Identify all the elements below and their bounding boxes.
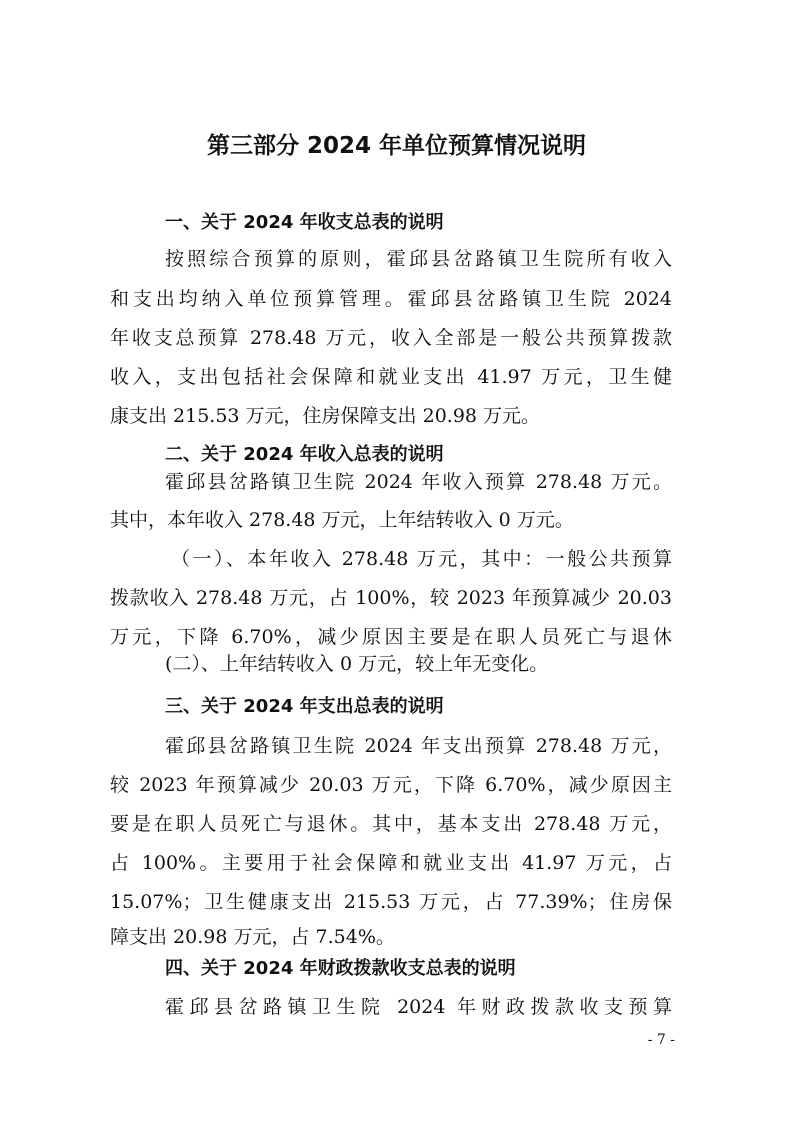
section-heading-2: 二、关于 2024 年收入总表的说明 xyxy=(165,444,444,465)
body-line: （一）、本年收入 278.48 万元，其中：一般公共预算 xyxy=(171,548,672,570)
body-line: 占 100%。主要用于社会保障和就业支出 41.97 万元，占 xyxy=(110,852,672,874)
body-line: 霍邱县岔路镇卫生院 2024 年财政拨款收支预算 xyxy=(165,996,672,1018)
section-heading-4: 四、关于 2024 年财政拨款收支总表的说明 xyxy=(165,958,516,979)
body-line: 拨款收入 278.48 万元，占 100%，较 2023 年预算减少 20.03 xyxy=(110,587,672,609)
section-heading-1: 一、关于 2024 年收支总表的说明 xyxy=(165,212,444,233)
body-line: 15.07%；卫生健康支出 215.53 万元，占 77.39%；住房保 xyxy=(110,891,672,913)
page-title: 第三部分 2024 年单位预算情况说明 xyxy=(206,133,587,159)
body-line: 较 2023 年预算减少 20.03 万元，下降 6.70%，减少原因主 xyxy=(110,774,672,796)
body-line: 和支出均纳入单位预算管理。霍邱县岔路镇卫生院 2024 xyxy=(110,288,672,310)
body-line: 霍邱县岔路镇卫生院 2024 年收入预算 278.48 万元。 xyxy=(165,471,672,493)
body-line: 障支出 20.98 万元，占 7.54%。 xyxy=(110,926,395,948)
body-line: 要是在职人员死亡与退休。其中，基本支出 278.48 万元， xyxy=(110,813,672,835)
section-heading-3: 三、关于 2024 年支出总表的说明 xyxy=(165,696,444,717)
body-line: (二）、上年结转收入 0 万元，较上年无变化。 xyxy=(165,653,549,675)
page-number: - 7 - xyxy=(647,1032,675,1048)
body-line: 收入，支出包括社会保障和就业支出 41.97 万元，卫生健 xyxy=(110,366,672,388)
body-line: 按照综合预算的原则，霍邱县岔路镇卫生院所有收入 xyxy=(165,248,672,270)
body-line: 万元，下降 6.70%，减少原因主要是在职人员死亡与退休 xyxy=(110,626,672,648)
body-line: 霍邱县岔路镇卫生院 2024 年支出预算 278.48 万元， xyxy=(165,735,672,757)
body-line: 康支出 215.53 万元，住房保障支出 20.98 万元。 xyxy=(110,405,541,427)
body-line: 年收支总预算 278.48 万元，收入全部是一般公共预算拨款 xyxy=(110,327,672,349)
body-line: 其中，本年收入 278.48 万元，上年结转收入 0 万元。 xyxy=(110,509,574,531)
